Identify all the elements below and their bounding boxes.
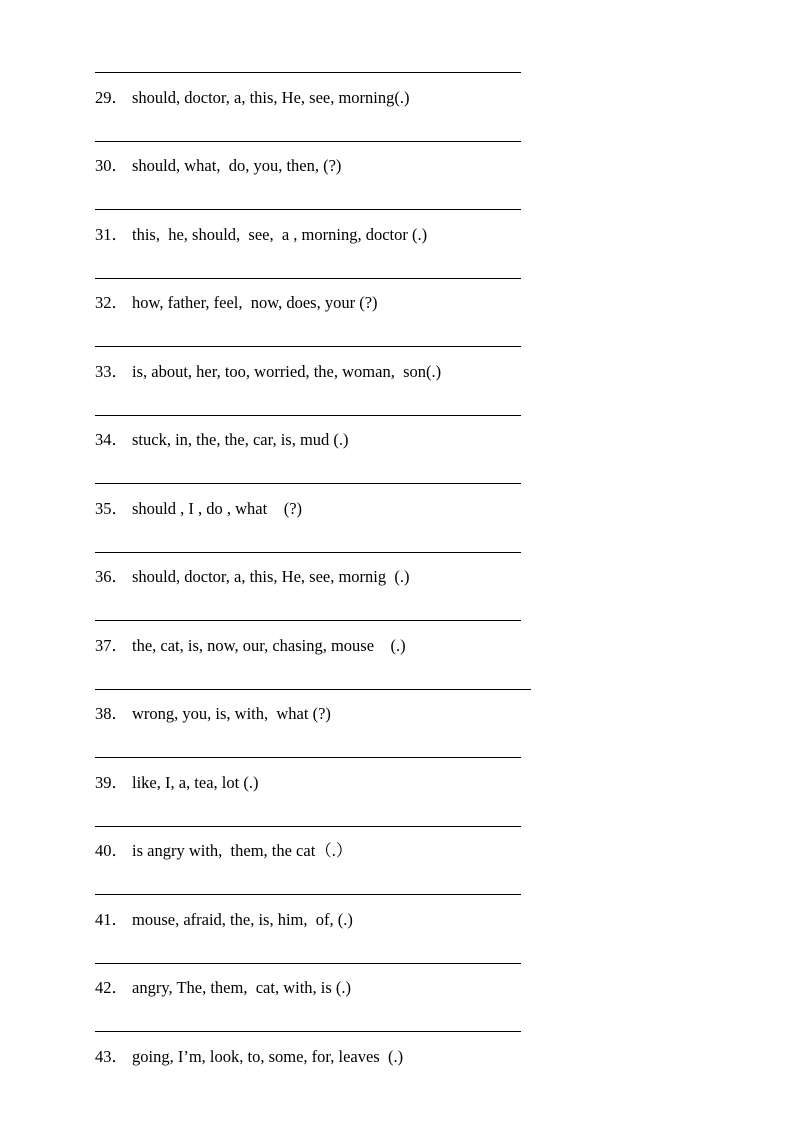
question-32 bbox=[95, 291, 378, 315]
answer-line bbox=[95, 826, 521, 827]
question-29 bbox=[95, 86, 410, 110]
question-text: this, he, should, see, a , morning, doctor (.) bbox=[132, 225, 428, 244]
question-text: should, doctor, a, this, He, see, morning(.) bbox=[132, 88, 410, 107]
answer-line bbox=[95, 894, 521, 895]
answer-line bbox=[95, 346, 521, 347]
answer-line bbox=[95, 552, 521, 553]
question-number: 39． bbox=[95, 773, 128, 792]
question-number: 41． bbox=[95, 910, 128, 929]
answer-line bbox=[95, 757, 521, 758]
question-31 bbox=[95, 223, 427, 247]
question-text: going, I’m, look, to, some, for, leaves (.) bbox=[132, 1047, 404, 1066]
question-text: should, what, do, you, then, (?) bbox=[132, 156, 342, 175]
question-33 bbox=[95, 360, 441, 384]
question-number: 35． bbox=[95, 499, 128, 518]
question-number: 32． bbox=[95, 293, 128, 312]
question-40 bbox=[95, 839, 352, 863]
question-number: 42． bbox=[95, 978, 128, 997]
answer-line bbox=[95, 141, 521, 142]
question-number: 40． bbox=[95, 841, 128, 860]
question-text: should , I , do , what (?) bbox=[132, 499, 303, 518]
question-35 bbox=[95, 497, 302, 521]
answer-line bbox=[95, 415, 521, 416]
question-number: 30． bbox=[95, 156, 128, 175]
question-text: how, father, feel, now, does, your (?) bbox=[132, 293, 378, 312]
answer-line bbox=[95, 209, 521, 210]
question-number: 31． bbox=[95, 225, 128, 244]
answer-line bbox=[95, 1031, 521, 1032]
question-text: angry, The, them, cat, with, is (.) bbox=[132, 978, 352, 997]
answer-line bbox=[95, 689, 531, 690]
answer-line bbox=[95, 620, 521, 621]
question-39 bbox=[95, 771, 258, 795]
question-text: mouse, afraid, the, is, him, of, (.) bbox=[132, 910, 353, 929]
question-text: wrong, you, is, with, what (?) bbox=[132, 704, 331, 723]
question-43 bbox=[95, 1045, 403, 1069]
question-text: the, cat, is, now, our, chasing, mouse (.) bbox=[132, 636, 406, 655]
question-number: 33． bbox=[95, 362, 128, 381]
answer-line bbox=[95, 278, 521, 279]
question-text: is, about, her, too, worried, the, woman, son(.) bbox=[132, 362, 442, 381]
question-text: stuck, in, the, the, car, is, mud (.) bbox=[132, 430, 349, 449]
question-36 bbox=[95, 565, 410, 589]
question-text: like, I, a, tea, lot (.) bbox=[132, 773, 259, 792]
question-38 bbox=[95, 702, 331, 726]
question-41 bbox=[95, 908, 353, 932]
question-number: 36． bbox=[95, 567, 128, 586]
question-number: 37． bbox=[95, 636, 128, 655]
question-text: should, doctor, a, this, He, see, mornig (.) bbox=[132, 567, 410, 586]
question-text: is angry with, them, the cat（.） bbox=[132, 841, 353, 860]
question-number: 43． bbox=[95, 1047, 128, 1066]
question-37 bbox=[95, 634, 406, 658]
answer-line bbox=[95, 483, 521, 484]
question-30 bbox=[95, 154, 341, 178]
answer-line bbox=[95, 963, 521, 964]
question-number: 38． bbox=[95, 704, 128, 723]
question-number: 29． bbox=[95, 88, 128, 107]
question-34 bbox=[95, 428, 349, 452]
question-42 bbox=[95, 976, 351, 1000]
question-number: 34． bbox=[95, 430, 128, 449]
answer-line bbox=[95, 72, 521, 73]
